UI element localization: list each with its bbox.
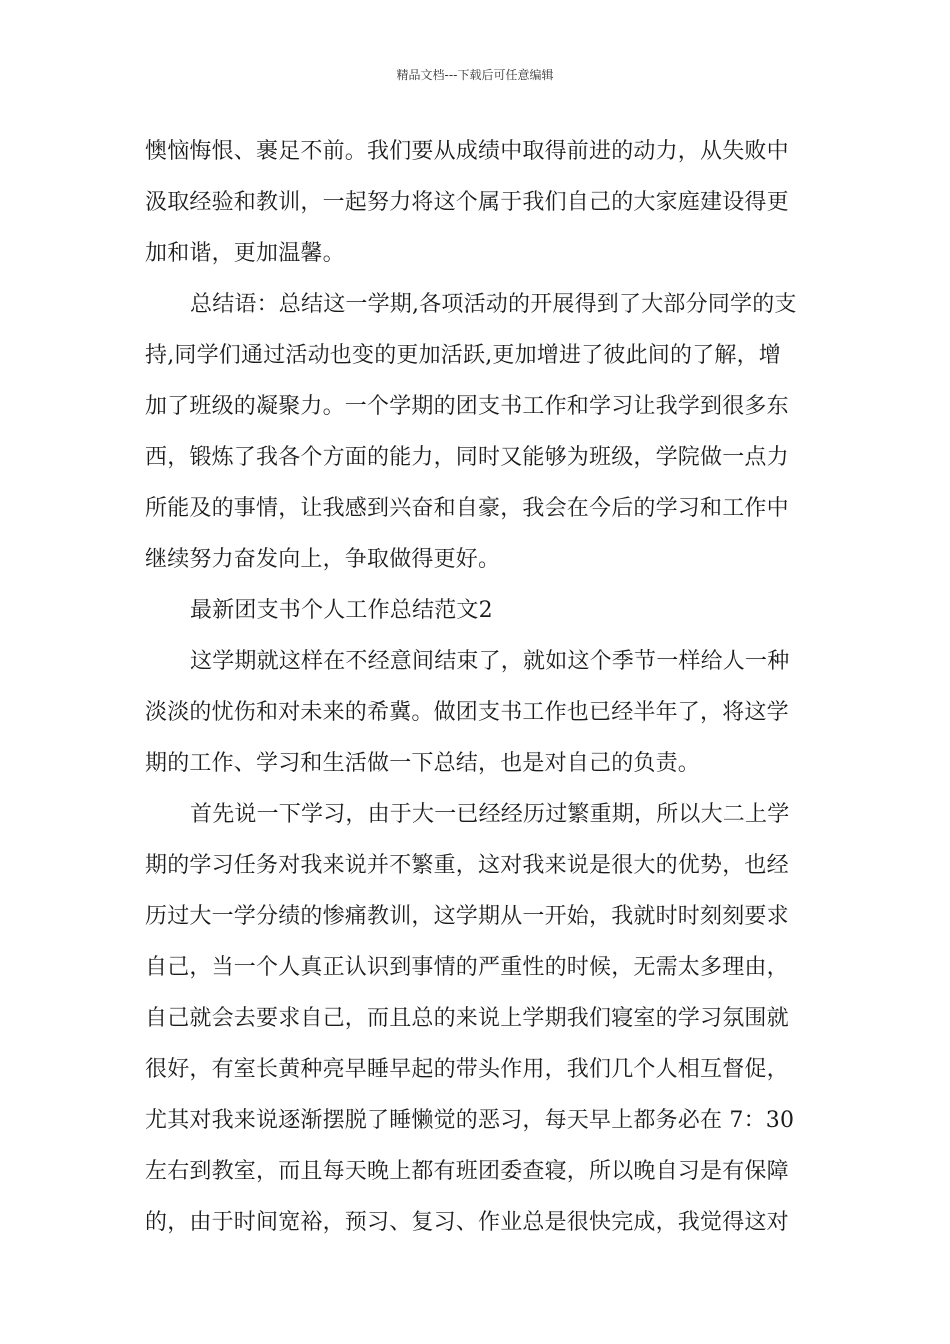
text-line: 左右到教室，而且每天晚上都有班团委查寝，所以晚自习是有保障 bbox=[145, 1159, 789, 1184]
text-line: 加和谐，更加温馨。 bbox=[145, 241, 345, 266]
text-line: 期的学习任务对我来说并不繁重，这对我来说是很大的优势，也经 bbox=[145, 853, 789, 878]
paragraph-start-line: 这学期就这样在不经意间结束了，就如这个季节一样给人一种 bbox=[190, 649, 790, 674]
section-title: 最新团支书个人工作总结范文2 bbox=[190, 598, 493, 623]
text-line: 西，锻炼了我各个方面的能力，同时又能够为班级，学院做一点力 bbox=[145, 445, 789, 470]
text-line: 期的工作、学习和生活做一下总结，也是对自己的负责。 bbox=[145, 751, 701, 776]
text-line: 自己，当一个人真正认识到事情的严重性的时候，无需太多理由， bbox=[145, 955, 789, 980]
text-line: 懊恼悔恨、裹足不前。我们要从成绩中取得前进的动力，从失败中 bbox=[145, 139, 789, 164]
text-line: 很好，有室长黄种亮早睡早起的带头作用，我们几个人相互督促， bbox=[145, 1057, 789, 1082]
page-header: 精品文档---下载后可任意编辑 bbox=[396, 68, 554, 82]
text-line: 历过大一学分绩的惨痛教训，这学期从一开始，我就时时刻刻要求 bbox=[145, 904, 789, 929]
text-line: 加了班级的凝聚力。一个学期的团支书工作和学习让我学到很多东 bbox=[145, 394, 789, 419]
text-line: 的，由于时间宽裕，预习、复习、作业总是很快完成，我觉得这对 bbox=[145, 1210, 789, 1235]
paragraph-start-line: 总结语：总结这一学期,各项活动的开展得到了大部分同学的支 bbox=[190, 292, 797, 317]
text-line: 自己就会去要求自己，而且总的来说上学期我们寝室的学习氛围就 bbox=[145, 1006, 789, 1031]
document-body bbox=[145, 128, 810, 1250]
text-line: 淡淡的忧伤和对未来的希冀。做团支书工作也已经半年了，将这学 bbox=[145, 700, 789, 725]
text-line: 所能及的事情，让我感到兴奋和自豪，我会在今后的学习和工作中 bbox=[145, 496, 789, 521]
text-line: 持,同学们通过活动也变的更加活跃,更加增进了彼此间的了解，增 bbox=[145, 343, 781, 368]
paragraph-start-line: 首先说一下学习，由于大一已经经历过繁重期，所以大二上学 bbox=[190, 802, 790, 827]
text-line: 汲取经验和教训，一起努力将这个属于我们自己的大家庭建设得更 bbox=[145, 190, 789, 215]
text-line: 继续努力奋发向上，争取做得更好。 bbox=[145, 547, 501, 572]
text-line: 尤其对我来说逐渐摆脱了睡懒觉的恶习，每天早上都务必在 7：30 bbox=[145, 1108, 795, 1133]
